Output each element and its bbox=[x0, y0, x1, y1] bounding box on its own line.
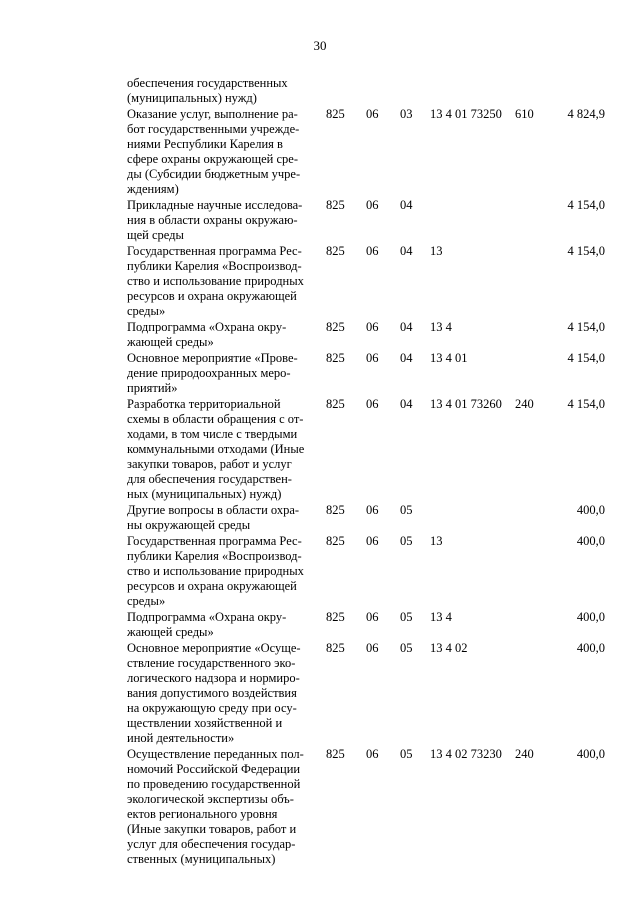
target-item-code-cell bbox=[430, 76, 515, 107]
item-name-line: ресурсов и охрана окружающей bbox=[127, 579, 297, 593]
item-name-line: ждениям) bbox=[127, 182, 179, 196]
item-name-line: ство и использование природных bbox=[127, 564, 304, 578]
expense-type-code-cell bbox=[515, 610, 549, 641]
item-name-line: иной деятельности» bbox=[127, 731, 235, 745]
item-name-line: ных (муниципальных) нужд) bbox=[127, 487, 282, 501]
item-name-line: Основное мероприятие «Осуще- bbox=[127, 641, 301, 655]
item-name-cell bbox=[127, 747, 326, 868]
section-code-cell: 06 bbox=[366, 351, 379, 365]
amount-cell: 4 154,0 bbox=[567, 397, 605, 411]
item-name-line: жающей среды» bbox=[127, 335, 214, 349]
amount-cell: 400,0 bbox=[576, 747, 605, 761]
amount-cell: 4 154,0 bbox=[567, 351, 605, 365]
item-name-line: ниями Республики Карелия в bbox=[127, 137, 283, 151]
item-name-line: Оказание услуг, выполнение ра- bbox=[127, 107, 298, 121]
subsection-code-cell: 04 bbox=[400, 198, 413, 212]
item-name-line: Подпрограмма «Охрана окру- bbox=[127, 610, 287, 624]
item-name-cell bbox=[127, 503, 326, 534]
expense-type-code-cell: 240 bbox=[515, 397, 534, 411]
ministry-code-cell: 825 bbox=[326, 610, 345, 624]
ministry-code-cell: 825 bbox=[326, 198, 345, 212]
item-name-line: среды» bbox=[127, 594, 166, 608]
target-item-code-cell: 13 4 bbox=[430, 320, 452, 334]
item-name-line: сфере охраны окружающей сре- bbox=[127, 152, 298, 166]
item-name-line: экологической экспертизы объ- bbox=[127, 792, 294, 806]
target-item-code-cell: 13 4 01 73250 bbox=[430, 107, 502, 121]
expense-type-code-cell: 240 bbox=[515, 747, 534, 761]
item-name-line: номочий Российской Федерации bbox=[127, 762, 301, 776]
amount-cell: 400,0 bbox=[576, 641, 605, 655]
item-name-line: жающей среды» bbox=[127, 625, 214, 639]
section-code-cell: 06 bbox=[366, 244, 379, 258]
item-name-line: Основное мероприятие «Прове- bbox=[127, 351, 298, 365]
item-name-line: для обеспечения государствен- bbox=[127, 472, 292, 486]
item-name-line: (муниципальных) нужд) bbox=[127, 91, 257, 105]
item-name-line: Государственная программа Рес- bbox=[127, 534, 302, 548]
subsection-code-cell: 05 bbox=[400, 641, 413, 655]
amount-cell: 4 154,0 bbox=[567, 198, 605, 212]
subsection-code-cell bbox=[400, 76, 430, 107]
section-code-cell: 06 bbox=[366, 641, 379, 655]
item-name-line: ходами, в том числе с твердыми bbox=[127, 427, 298, 441]
item-name-line: вания допустимого воздействия bbox=[127, 686, 297, 700]
ministry-code-cell: 825 bbox=[326, 503, 345, 517]
section-code-cell: 06 bbox=[366, 198, 379, 212]
subsection-code-cell: 04 bbox=[400, 320, 413, 334]
section-code-cell: 06 bbox=[366, 107, 379, 121]
item-name-line: Осуществление переданных пол- bbox=[127, 747, 304, 761]
amount-cell bbox=[549, 76, 605, 107]
table-row bbox=[127, 76, 605, 107]
table-row bbox=[127, 198, 605, 244]
item-name-line: публики Карелия «Воспроизвод- bbox=[127, 549, 302, 563]
subsection-code-cell: 05 bbox=[400, 747, 413, 761]
item-name-line: щей среды bbox=[127, 228, 184, 242]
table-row bbox=[127, 534, 605, 610]
item-name-cell bbox=[127, 107, 326, 198]
item-name-cell bbox=[127, 397, 326, 503]
section-code-cell: 06 bbox=[366, 610, 379, 624]
item-name-cell bbox=[127, 76, 326, 107]
expense-type-code-cell bbox=[515, 76, 549, 107]
item-name-line: по проведению государственной bbox=[127, 777, 301, 791]
item-name-line: Государственная программа Рес- bbox=[127, 244, 302, 258]
ministry-code-cell: 825 bbox=[326, 107, 345, 121]
section-code-cell: 06 bbox=[366, 503, 379, 517]
table-row bbox=[127, 641, 605, 747]
table-row bbox=[127, 397, 605, 503]
item-name-line: схемы в области обращения с от- bbox=[127, 412, 304, 426]
subsection-code-cell: 04 bbox=[400, 244, 413, 258]
table-row bbox=[127, 610, 605, 641]
item-name-line: ния в области охраны окружаю- bbox=[127, 213, 298, 227]
item-name-line: обеспечения государственных bbox=[127, 76, 288, 90]
budget-table bbox=[127, 76, 605, 868]
item-name-line: Разработка территориальной bbox=[127, 397, 281, 411]
ministry-code-cell: 825 bbox=[326, 320, 345, 334]
table-row bbox=[127, 747, 605, 868]
subsection-code-cell: 04 bbox=[400, 397, 413, 411]
item-name-cell bbox=[127, 610, 326, 641]
ministry-code-cell: 825 bbox=[326, 641, 345, 655]
expense-type-code-cell bbox=[515, 503, 549, 534]
section-code-cell: 06 bbox=[366, 534, 379, 548]
item-name-line: ство и использование природных bbox=[127, 274, 304, 288]
expense-type-code-cell bbox=[515, 320, 549, 351]
item-name-line: на окружающую среду при осу- bbox=[127, 701, 297, 715]
item-name-line: закупки товаров, работ и услуг bbox=[127, 457, 292, 471]
target-item-code-cell: 13 4 02 bbox=[430, 641, 468, 655]
expense-type-code-cell bbox=[515, 244, 549, 320]
item-name-line: дение природоохранных меро- bbox=[127, 366, 291, 380]
item-name-line: Прикладные научные исследова- bbox=[127, 198, 303, 212]
item-name-line: Подпрограмма «Охрана окру- bbox=[127, 320, 287, 334]
amount-cell: 400,0 bbox=[576, 610, 605, 624]
item-name-line: коммунальными отходами (Иные bbox=[127, 442, 305, 456]
item-name-line: ны окружающей среды bbox=[127, 518, 251, 532]
table-row bbox=[127, 503, 605, 534]
subsection-code-cell: 05 bbox=[400, 610, 413, 624]
expense-type-code-cell bbox=[515, 198, 549, 244]
amount-cell: 4 824,9 bbox=[567, 107, 605, 121]
table-row bbox=[127, 107, 605, 198]
item-name-line: публики Карелия «Воспроизвод- bbox=[127, 259, 302, 273]
subsection-code-cell: 05 bbox=[400, 534, 413, 548]
subsection-code-cell: 04 bbox=[400, 351, 413, 365]
item-name-line: ственных (муниципальных) bbox=[127, 852, 276, 866]
ministry-code-cell: 825 bbox=[326, 244, 345, 258]
subsection-code-cell: 05 bbox=[400, 503, 413, 517]
table-row bbox=[127, 351, 605, 397]
target-item-code-cell: 13 4 02 73230 bbox=[430, 747, 502, 761]
amount-cell: 400,0 bbox=[576, 503, 605, 517]
table-row bbox=[127, 244, 605, 320]
target-item-code-cell: 13 bbox=[430, 534, 443, 548]
ministry-code-cell: 825 bbox=[326, 351, 345, 365]
target-item-code-cell: 13 4 bbox=[430, 610, 452, 624]
ministry-code-cell bbox=[326, 76, 366, 107]
amount-cell: 4 154,0 bbox=[567, 320, 605, 334]
amount-cell: 400,0 bbox=[576, 534, 605, 548]
table-row bbox=[127, 320, 605, 351]
item-name-line: (Иные закупки товаров, работ и bbox=[127, 822, 297, 836]
item-name-line: услуг для обеспечения государ- bbox=[127, 837, 296, 851]
subsection-code-cell: 03 bbox=[400, 107, 413, 121]
target-item-code-cell: 13 bbox=[430, 244, 443, 258]
target-item-code-cell bbox=[430, 198, 515, 244]
item-name-line: ствление государственного эко- bbox=[127, 656, 296, 670]
expense-type-code-cell bbox=[515, 641, 549, 747]
page-number: 30 bbox=[313, 38, 327, 53]
section-code-cell: 06 bbox=[366, 747, 379, 761]
target-item-code-cell bbox=[430, 503, 515, 534]
expense-type-code-cell bbox=[515, 534, 549, 610]
expense-type-code-cell: 610 bbox=[515, 107, 534, 121]
amount-cell: 4 154,0 bbox=[567, 244, 605, 258]
section-code-cell: 06 bbox=[366, 397, 379, 411]
item-name-line: логического надзора и нормиро- bbox=[127, 671, 300, 685]
item-name-cell bbox=[127, 351, 326, 397]
item-name-cell bbox=[127, 244, 326, 320]
item-name-line: бот государственными учрежде- bbox=[127, 122, 300, 136]
target-item-code-cell: 13 4 01 bbox=[430, 351, 468, 365]
expense-type-code-cell bbox=[515, 351, 549, 397]
item-name-cell bbox=[127, 534, 326, 610]
item-name-line: ектов регионального уровня bbox=[127, 807, 278, 821]
item-name-line: Другие вопросы в области охра- bbox=[127, 503, 300, 517]
item-name-line: приятий» bbox=[127, 381, 178, 395]
item-name-line: ресурсов и охрана окружающей bbox=[127, 289, 297, 303]
ministry-code-cell: 825 bbox=[326, 747, 345, 761]
item-name-line: ды (Субсидии бюджетным учре- bbox=[127, 167, 301, 181]
ministry-code-cell: 825 bbox=[326, 397, 345, 411]
ministry-code-cell: 825 bbox=[326, 534, 345, 548]
item-name-line: ществлении хозяйственной и bbox=[127, 716, 283, 730]
item-name-line: среды» bbox=[127, 304, 166, 318]
section-code-cell bbox=[366, 76, 400, 107]
item-name-cell bbox=[127, 641, 326, 747]
section-code-cell: 06 bbox=[366, 320, 379, 334]
item-name-cell bbox=[127, 320, 326, 351]
target-item-code-cell: 13 4 01 73260 bbox=[430, 397, 502, 411]
item-name-cell bbox=[127, 198, 326, 244]
